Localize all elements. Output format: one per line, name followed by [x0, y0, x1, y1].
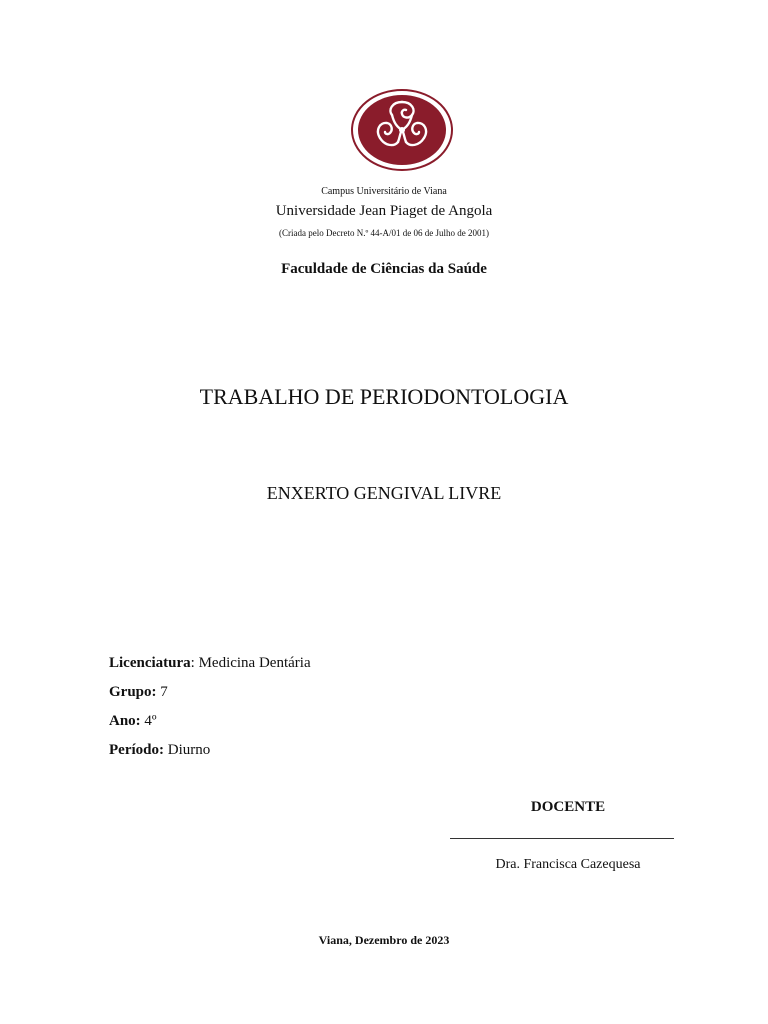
campus-name: Campus Universitário de Viana	[321, 186, 447, 197]
document-title: TRABALHO DE PERIODONTOLOGIA	[199, 384, 569, 409]
periodo-label: Período:	[109, 742, 164, 758]
ano-value: 4º	[140, 713, 157, 729]
place-date: Viana, Dezembro de 2023	[318, 933, 450, 947]
info-periodo	[109, 742, 210, 759]
info-ano	[109, 713, 157, 730]
triskelion-logo-icon	[350, 88, 454, 172]
docente-name: Dra. Francisca Cazequesa	[495, 857, 641, 872]
licenciatura-value: : Medicina Dentária	[190, 655, 311, 671]
signature-line	[450, 838, 674, 839]
info-grupo	[109, 684, 168, 701]
decree-note: (Criada pelo Decreto N.º 44-A/01 de 06 de Julho de 2001)	[279, 228, 489, 238]
periodo-value: Diurno	[163, 742, 211, 758]
ano-label: Ano:	[109, 713, 141, 729]
licenciatura-label: Licenciatura	[109, 655, 191, 671]
docente-label: DOCENTE	[530, 799, 606, 815]
info-licenciatura	[109, 655, 311, 672]
faculty-name: Faculdade de Ciências da Saúde	[281, 261, 487, 277]
university-name: Universidade Jean Piaget de Angola	[275, 203, 493, 219]
grupo-label: Grupo:	[109, 684, 157, 700]
grupo-value: 7	[156, 684, 168, 700]
document-subtitle: ENXERTO GENGIVAL LIVRE	[266, 483, 502, 503]
